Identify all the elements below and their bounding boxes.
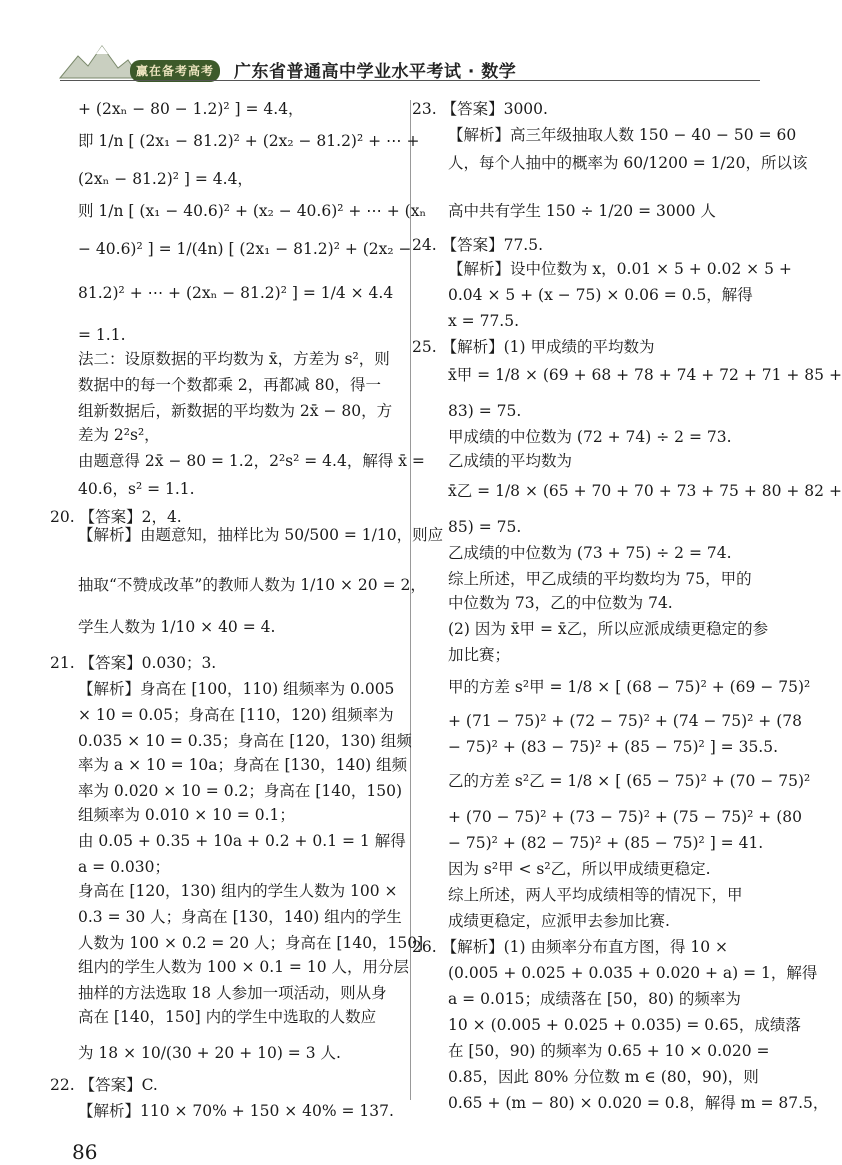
text-line: 甲成绩的中位数为 (72 + 74) ÷ 2 = 73. <box>448 428 732 446</box>
text-line: − 40.6)² ] = 1/(4n) [ (2x₁ − 81.2)² + (2x₂ − <box>78 240 412 258</box>
text-line: 由题意得 2x̄ − 80 = 1.2，2²s² = 4.4，解得 x̄ = <box>78 452 425 470</box>
text-line: 高在 [140，150] 内的学生中选取的人数应 <box>78 1008 377 1026</box>
text-line: 在 [50，90) 的频率为 0.65 + 10 × 0.020 = <box>448 1042 770 1060</box>
text-line: (2) 因为 x̄甲 = x̄乙，所以应派成绩更稳定的参 <box>448 620 769 638</box>
text-line: 因为 s²甲 < s²乙，所以甲成绩更稳定. <box>448 860 711 878</box>
text-line: 0.035 × 10 = 0.35；身高在 [120，130) 组频 <box>78 732 412 750</box>
text-line: 23. 【答案】3000. <box>412 100 548 118</box>
text-line: 0.85，因此 80% 分位数 m ∈ (80，90)，则 <box>448 1068 759 1086</box>
text-line: (0.005 + 0.025 + 0.035 + 0.020 + a) = 1，解得 <box>448 964 818 982</box>
text-line: 即 1/n [ (2x₁ − 81.2)² + (2x₂ − 81.2)² + ⋯ + <box>78 132 420 150</box>
text-line: x = 77.5. <box>448 312 520 330</box>
text-line: 乙成绩的平均数为 <box>448 452 573 470</box>
page-header <box>0 0 800 90</box>
text-line: 成绩更稳定，应派甲去参加比赛. <box>448 912 670 930</box>
text-line: 25. 【解析】(1) 甲成绩的平均数为 <box>412 338 655 356</box>
text-line: 组新数据后，新数据的平均数为 2x̄ − 80，方 <box>78 402 393 420</box>
text-line: a = 0.015；成绩落在 [50，80) 的频率为 <box>448 990 741 1008</box>
text-line: 综上所述，甲乙成绩的平均数均为 75，甲的 <box>448 570 752 588</box>
text-line: 组频率为 0.010 × 10 = 0.1； <box>78 806 295 824</box>
text-line: 20. 【答案】2，4. <box>50 508 182 526</box>
text-line: 26. 【解析】(1) 由频率分布直方图，得 10 × <box>412 938 729 956</box>
text-line: 为 18 × 10/(30 + 20 + 10) = 3 人. <box>78 1044 341 1062</box>
text-line: 率为 a × 10 = 10a；身高在 [130，140) 组频 <box>78 756 408 774</box>
text-line: (2xₙ − 81.2)² ] = 4.4， <box>78 170 253 188</box>
text-line: 甲的方差 s²甲 = 1/8 × [ (68 − 75)² + (69 − 75)² <box>448 678 811 696</box>
text-line: 学生人数为 1/10 × 40 = 4. <box>78 618 276 636</box>
text-line: 综上所述，两人平均成绩相等的情况下，甲 <box>448 886 743 904</box>
text-line: 【解析】由题意知，抽样比为 50/500 = 1/10，则应 <box>78 526 444 544</box>
text-line: 乙成绩的中位数为 (73 + 75) ÷ 2 = 74. <box>448 544 732 562</box>
text-line: 24. 【答案】77.5. <box>412 236 544 254</box>
text-line: 加比赛； <box>448 646 511 664</box>
text-line: 人数为 100 × 0.2 = 20 人；身高在 [140，150] <box>78 934 424 952</box>
text-line: 【解析】身高在 [100，110) 组频率为 0.005 <box>78 680 395 698</box>
text-line: 83) = 75. <box>448 402 522 420</box>
text-line: − 75)² + (82 − 75)² + (85 − 75)² ] = 41. <box>448 834 764 852</box>
text-line: x̄乙 = 1/8 × (65 + 70 + 70 + 73 + 75 + 80 + 82 + <box>448 482 842 500</box>
header-rule <box>60 58 760 81</box>
text-line: 0.3 = 30 人；身高在 [130，140) 组内的学生 <box>78 908 402 926</box>
text-line: + (2xₙ − 80 − 1.2)² ] = 4.4， <box>78 100 304 118</box>
text-line: − 75)² + (83 − 75)² + (85 − 75)² ] = 35.5. <box>448 738 779 756</box>
text-line: 【解析】高三年级抽取人数 150 − 40 − 50 = 60 <box>448 126 797 144</box>
header-title: 广东省普通高中学业水平考试 · 数学 <box>234 62 517 82</box>
text-line: + (71 − 75)² + (72 − 75)² + (74 − 75)² + (78 <box>448 712 802 730</box>
text-line: 抽样的方法选取 18 人参加一项活动，则从身 <box>78 984 387 1002</box>
text-line: 抽取“不赞成改革”的教师人数为 1/10 × 20 = 2， <box>78 576 426 594</box>
text-line: 【解析】110 × 70% + 150 × 40% = 137. <box>78 1102 394 1120</box>
text-line: 乙的方差 s²乙 = 1/8 × [ (65 − 75)² + (70 − 75)² <box>448 772 811 790</box>
text-line: 22. 【答案】C. <box>50 1076 158 1094</box>
text-line: x̄甲 = 1/8 × (69 + 68 + 78 + 74 + 72 + 71 + 85 + <box>448 366 842 384</box>
page-number: 86 <box>72 1140 98 1164</box>
text-line: 差为 2²s²， <box>78 426 160 444</box>
text-line: 10 × (0.005 + 0.025 + 0.035) = 0.65，成绩落 <box>448 1016 801 1034</box>
text-line: 中位数为 73，乙的中位数为 74. <box>448 594 673 612</box>
text-line: 组内的学生人数为 100 × 0.1 = 10 人，用分层 <box>78 958 409 976</box>
text-line: 率为 0.020 × 10 = 0.2；身高在 [140，150) <box>78 782 403 800</box>
text-line: 【解析】设中位数为 x，0.01 × 5 + 0.02 × 5 + <box>448 260 792 278</box>
text-line: 21. 【答案】0.030；3. <box>50 654 217 672</box>
text-line: 0.04 × 5 + (x − 75) × 0.06 = 0.5，解得 <box>448 286 753 304</box>
text-line: 由 0.05 + 0.35 + 10a + 0.2 + 0.1 = 1 解得 <box>78 832 406 850</box>
header-badge: 赢在备考高考 <box>130 60 220 82</box>
text-line: 高中共有学生 150 ÷ 1/20 = 3000 人 <box>448 202 716 220</box>
text-line: 81.2)² + ⋯ + (2xₙ − 81.2)² ] = 1/4 × 4.4 <box>78 284 394 302</box>
text-line: 85) = 75. <box>448 518 522 536</box>
text-line: a = 0.030； <box>78 858 170 876</box>
text-line: 法二：设原数据的平均数为 x̄，方差为 s²，则 <box>78 350 390 368</box>
text-line: + (70 − 75)² + (73 − 75)² + (75 − 75)² + (80 <box>448 808 802 826</box>
text-line: 则 1/n [ (x₁ − 40.6)² + (x₂ − 40.6)² + ⋯ + (xₙ <box>78 202 427 220</box>
text-line: 0.65 + (m − 80) × 0.020 = 0.8，解得 m = 87.5， <box>448 1094 829 1112</box>
text-line: 数据中的每一个数都乘 2，再都减 80，得一 <box>78 376 381 394</box>
text-line: = 1.1. <box>78 326 126 344</box>
text-line: 人，每个人抽中的概率为 60/1200 = 1/20，所以该 <box>448 154 808 172</box>
text-line: 身高在 [120，130) 组内的学生人数为 100 × <box>78 882 398 900</box>
text-line: 40.6，s² = 1.1. <box>78 480 195 498</box>
text-line: × 10 = 0.05；身高在 [110，120) 组频率为 <box>78 706 394 724</box>
